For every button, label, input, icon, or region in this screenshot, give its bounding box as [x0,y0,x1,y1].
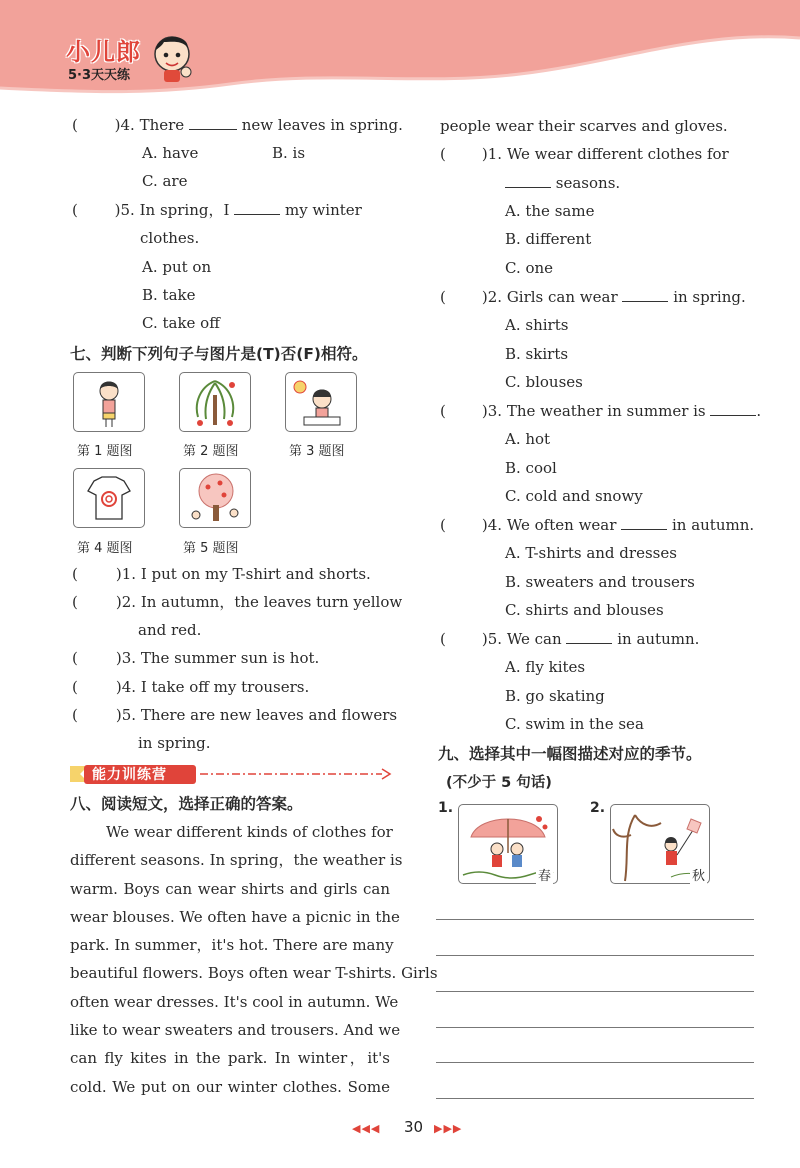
footer-left-arrows: ◀◀◀ [352,1122,381,1135]
picture-4 [73,468,145,528]
footer-right-arrows: ▶▶▶ [434,1122,463,1135]
option: B. is [272,144,306,162]
writing-line[interactable] [436,1062,754,1063]
section-9-title: 九、选择其中一幅图描述对应的季节。 [438,745,702,763]
brand-series: 5·3天天练 [68,68,131,83]
question-5: ( )5. In spring，I my winter [72,201,362,219]
option: A. shirts [505,316,569,334]
answer-blank[interactable] [505,173,551,188]
passage-line: warm. Boys can wear shirts and girls can [70,879,390,898]
passage-line: often wear dresses. It's cool in autumn. We [70,992,399,1011]
passage-line: different seasons. In spring，the weather is [70,851,403,870]
answer-blank[interactable] [710,401,756,416]
page-number: 30 [404,1118,424,1136]
reading-question-1-cont: seasons. [505,173,620,193]
passage-line: park. In summer，it's hot. There are many [70,936,394,955]
option: C. cold and snowy [505,487,643,505]
writing-line[interactable] [436,991,754,992]
option: B. skirts [505,345,569,363]
reading-question-3: ( )3. The weather in summer is . [440,402,762,420]
option: C. take off [142,314,220,332]
passage-line: can fly kites in the park. In winter，it's [70,1049,390,1068]
judge-item-1: ( )1. I put on my T-shirt and shorts. [72,565,371,583]
passage-last-line: people wear their scarves and gloves. [440,117,728,135]
judge-item-2: ( )2. In autumn，the leaves turn yellow [72,593,403,611]
picture-caption: 第 2 题图 [183,444,239,459]
passage-line: cold. We put on our winter clothes. Some [70,1077,390,1096]
picture-caption: 第 5 题图 [183,541,239,556]
option: C. shirts and blouses [505,601,664,619]
section-7-title: 七、判断下列句子与图片是(T)否(F)相符。 [70,345,368,363]
option: B. take [142,286,196,304]
option: B. cool [505,459,557,477]
option: A. T-shirts and dresses [505,544,677,562]
picture-caption: 第 1 题图 [77,444,133,459]
option: B. different [505,230,592,248]
option: C. blouses [505,373,583,391]
option: C. one [505,259,554,277]
answer-blank[interactable] [189,115,237,130]
judge-item-2-cont: and red. [138,621,202,639]
reading-question-4: ( )4. We often wear in autumn. [440,516,755,534]
reading-question-2: ( )2. Girls can wear in spring. [440,288,746,306]
picture-2 [179,372,251,432]
option: B. sweaters and trousers [505,573,695,591]
judge-item-4: ( )4. I take off my trousers. [72,678,310,696]
camp-label: 能力训练营 [92,767,167,783]
writing-line[interactable] [436,1027,754,1028]
answer-blank[interactable] [621,515,667,530]
answer-blank[interactable] [622,287,668,302]
option: A. put on [142,258,212,276]
writing-line[interactable] [436,919,754,920]
answer-blank[interactable] [566,629,612,644]
question-4: ( )4. There new leaves in spring. [72,116,403,134]
passage-line: beautiful flowers. Boys often wear T-shirts. Girls [70,964,438,983]
option: C. swim in the sea [505,715,644,733]
brand-logo: 小儿郎 [66,38,141,66]
section-8-title: 八、阅读短文，选择正确的答案。 [70,795,303,813]
passage-line: We wear different kinds of clothes for [106,823,393,841]
picture-5 [179,468,251,528]
season-label: 春 [536,865,553,884]
picture-1 [73,372,145,432]
answer-blank[interactable] [234,200,280,215]
writing-line[interactable] [436,1098,754,1099]
picture-caption: 第 3 题图 [289,444,345,459]
passage-line: wear blouses. We often have a picnic in the [70,907,400,926]
season-label: 秋 [690,865,707,884]
option: B. go skating [505,687,605,705]
picture-number: 1. [438,800,454,816]
option: C. are [142,172,188,190]
mascot-boy-icon [150,30,196,84]
section-9-subtitle: (不少于 5 句话) [446,775,552,791]
picture-3 [285,372,357,432]
question-5-cont: clothes. [140,229,200,247]
judge-item-3: ( )3. The summer sun is hot. [72,649,320,667]
reading-passage [70,818,438,1101]
option: A. have [142,144,199,162]
picture-caption: 第 4 题图 [77,541,133,556]
passage-line: like to wear sweaters and trousers. And we [70,1021,401,1040]
judge-item-5-cont: in spring. [138,734,211,752]
reading-question-5: ( )5. We can in autumn. [440,630,700,648]
picture-number: 2. [590,800,606,816]
writing-line[interactable] [436,955,754,956]
option: A. hot [505,430,551,448]
option: A. the same [505,202,595,220]
option: A. fly kites [505,658,586,676]
reading-question-1: ( )1. We wear different clothes for [440,145,729,163]
judge-item-5: ( )5. There are new leaves and flowers [72,706,398,724]
